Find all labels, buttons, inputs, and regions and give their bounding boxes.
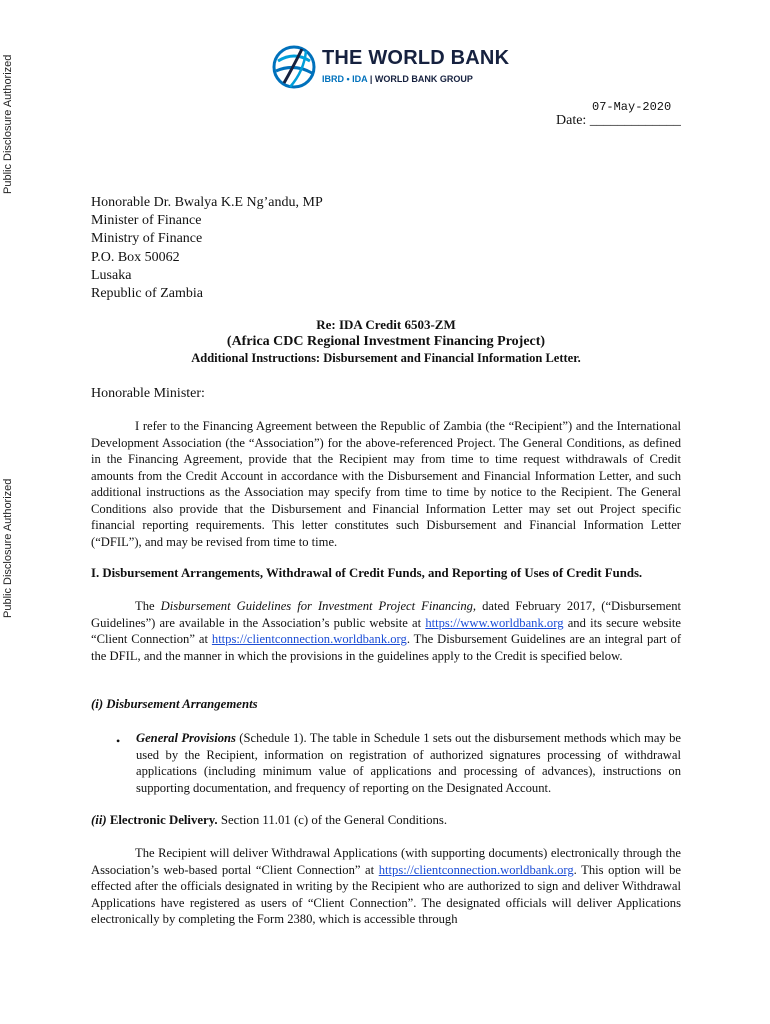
client-connection-link[interactable]: https://clientconnection.worldbank.org	[211, 632, 407, 646]
section-heading: I. Disbursement Arrangements, Withdrawal of Credit Funds, and Reporting of Uses of Credit Funds.	[91, 566, 643, 580]
address-line: Honorable Dr. Bwalya K.E Ng’andu, MP	[91, 195, 323, 210]
bullet-icon: •	[116, 734, 121, 748]
subject-project: (Africa CDC Regional Investment Financing Project)	[226, 334, 546, 349]
guidelines-paragraph: The Disbursement Guidelines for Investment Project Financing, dated February 2017, (“Disbursement Guidelines”) are available in the Association’s public website at https://www.worldbank.org and its secure website “Client Connection” at https://clientconnection.worldbank.org. The Disbursement Guidelines are an integral part of the DFIL, and the manner in which the provisions in the guidelines apply to the Credit is specified below.	[91, 599, 682, 663]
subject-credit: Re: IDA Credit 6503-ZM	[316, 317, 456, 332]
address-line: Lusaka	[91, 267, 132, 283]
globe-icon	[270, 43, 318, 91]
address-line: Republic of Zambia	[91, 286, 203, 302]
address-line: P.O. Box 50062	[91, 249, 180, 265]
address-line: Ministry of Finance	[91, 231, 203, 247]
date-stamp: 07-May-2020	[592, 100, 672, 114]
electronic-delivery-paragraph: The Recipient will deliver Withdrawal Applications (with supporting documents) electronically through the Association’s web-based portal “Client Connection” at https://clientconnection.worldbank.org. This option will be effected after the officials designated in writing by the Recipient who are authorized to sign and deliver Withdrawal Applications have registered as users of “Client Connection”. The designated officials will deliver Applications electronically by completing the Form 2380, which is accessible through	[91, 846, 681, 926]
subheading-electronic-delivery: (ii) Electronic Delivery. Section 11.01 (c) of the General Conditions.	[91, 813, 448, 827]
side-label-top: Public Disclosure Authorized	[2, 54, 14, 194]
worldbank-link[interactable]: https://www.worldbank.org	[425, 615, 564, 630]
address-line: Minister of Finance	[91, 213, 202, 229]
intro-paragraph: I refer to the Financing Agreement between the Republic of Zambia (the “Recipient”) and the International Development Association (the “Association”) for the above-referenced Project. The General Conditions, as defined in the Financing Agreement, provide that the Recipient may from time to time request withdrawals of Credit amounts from the Credit Account in accordance with the Disbursement and Financial Information Letter, and such additional instructions as the Association may specify from time to time by notice to the Recipient. The General Conditions also provide that the Disbursement and Financial Information Letter may set out Project specific financial reporting requirements. This letter constitutes such Disbursement and Financial Information Letter (“DFIL”), and may be revised from time to time.	[91, 419, 681, 549]
subheading-disbursement-arrangements: (i) Disbursement Arrangements	[91, 697, 258, 711]
general-provisions-item: General Provisions (Schedule 1). The table in Schedule 1 sets out the disbursement methods which may be used by the Recipient, information on registration of authorized signatures processing of withdrawal applications (including minimum value of applications and processing of advances), instructions on supporting documentation, and frequency of reporting on the Designated Account.	[136, 731, 681, 795]
subject-block	[91, 316, 681, 367]
logo-subtitle: IBRD • IDA | WORLD BANK GROUP	[322, 74, 473, 84]
client-connection-link[interactable]: https://clientconnection.worldbank.org	[378, 862, 574, 877]
recipient-address	[91, 194, 323, 303]
side-label-bottom: Public Disclosure Authorized	[2, 478, 14, 618]
logo-title: THE WORLD BANK	[322, 47, 510, 69]
subject-instructions: Additional Instructions: Disbursement and Financial Information Letter.	[191, 351, 581, 365]
date-label: Date: _____________	[556, 113, 681, 128]
salutation: Honorable Minister:	[91, 386, 205, 401]
